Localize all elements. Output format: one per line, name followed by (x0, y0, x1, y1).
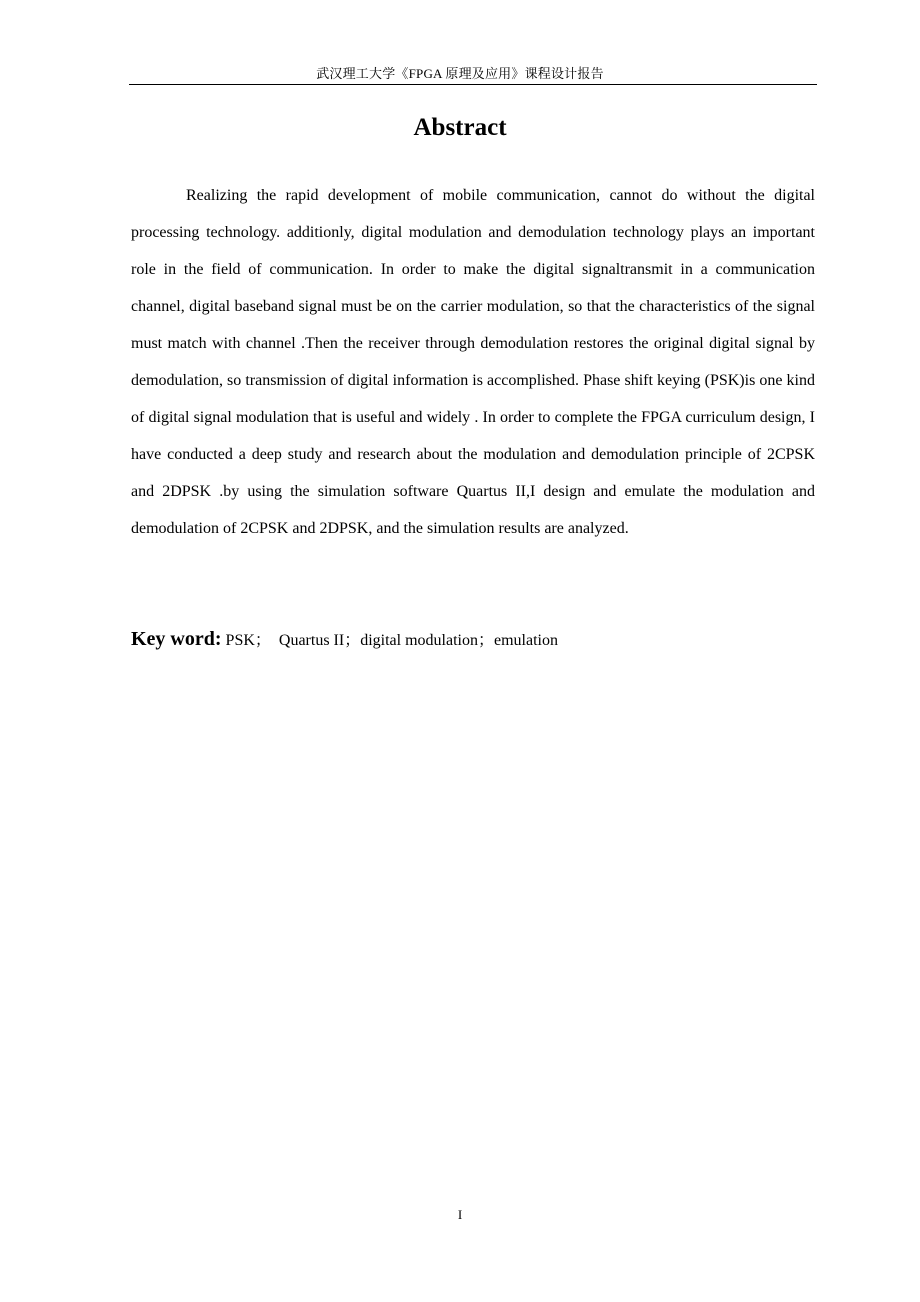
running-header: 武汉理工大学《FPGA 原理及应用》课程设计报告 (316, 66, 604, 81)
keywords-text: PSK； Quartus II；digital modulation；emulation (221, 632, 558, 649)
page-number: I (457, 1207, 463, 1222)
keywords-line (131, 623, 815, 657)
abstract-title: Abstract (413, 114, 507, 141)
abstract-paragraph: Realizing the rapid development of mobile communication, cannot do without the digital processing technology. additionly, digital modulation and demodulation technology plays an important role in the field of communication. In order to make the digital signaltransmit in a communication channel, digital baseband signal must be on the carrier modulation, so that the characteristics of the signal must match with channel .Then the receiver through demodulation restores the original digital signal by demodulation, so transmission of digital information is accomplished. Phase shift keying (PSK)is one kind of digital signal modulation that is useful and widely . In order to complete the FPGA curriculum design, I have conducted a deep study and research about the modulation and demodulation principle of 2CPSK and 2DPSK .by using the simulation software Quartus II,I design and emulate the modulation and demodulation of 2CPSK and 2DPSK, and the simulation results are analyzed. (131, 187, 815, 537)
header-rule (129, 84, 817, 85)
keywords-label: Key word: (131, 628, 222, 650)
